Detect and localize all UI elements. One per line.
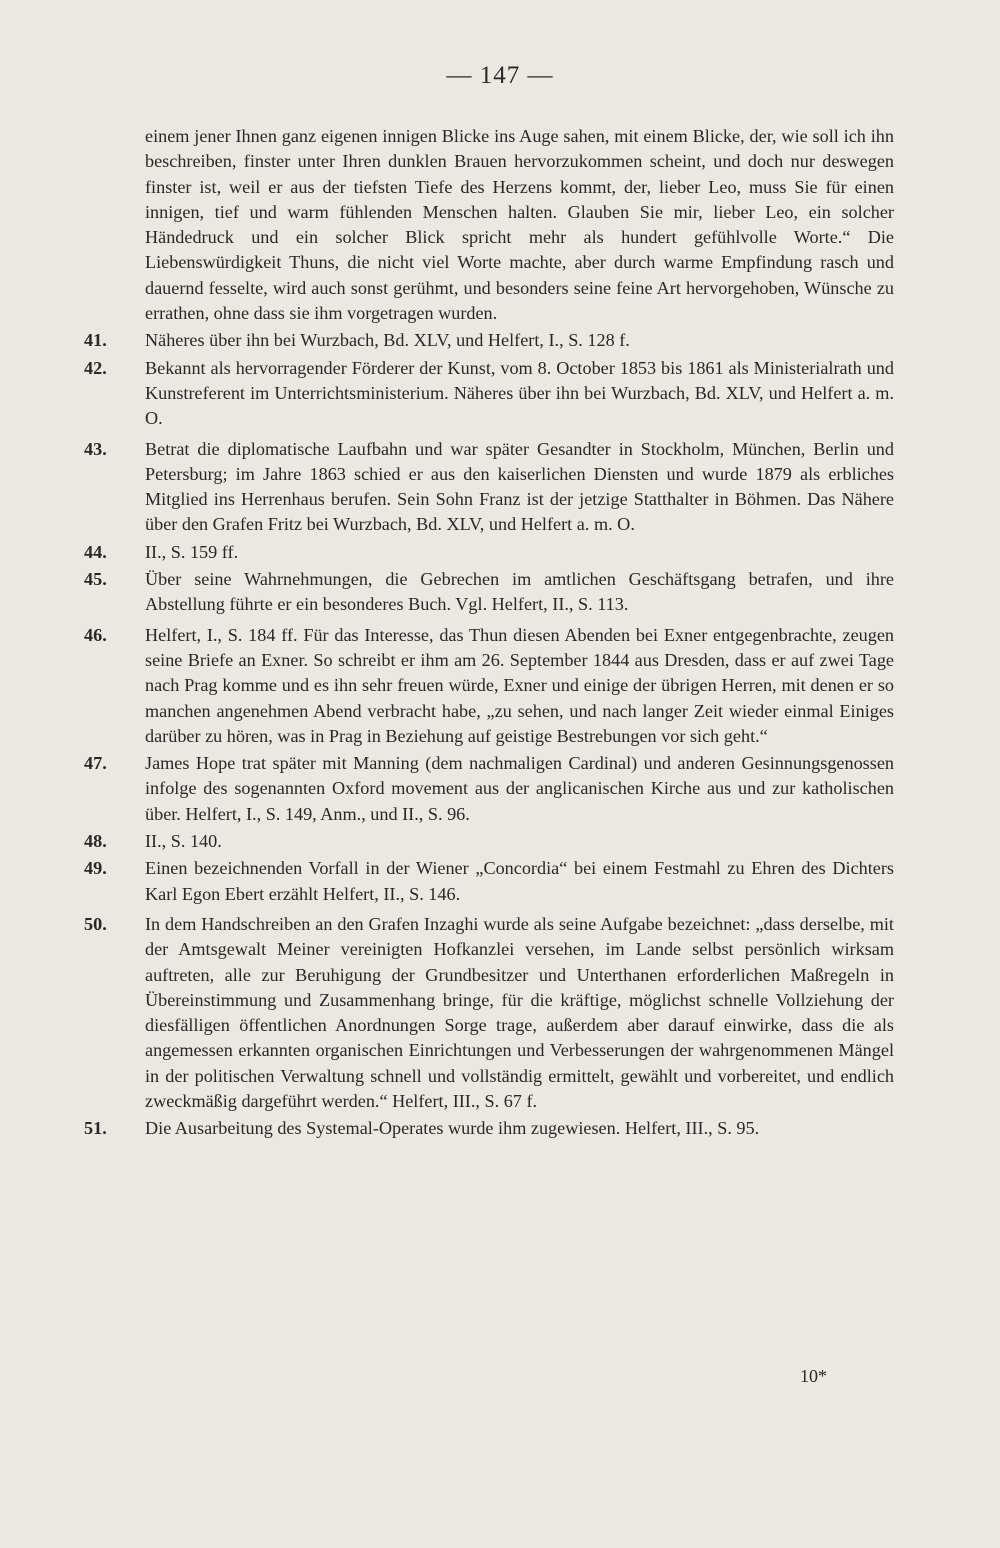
continuation-paragraph: einem jener Ihnen ganz eigenen innigen Blicke ins Auge sahen, mit einem Blicke, der, wie soll ich ihn beschreiben, finster unter Ihren dunklen Brauen hervorzukommen scheint, und doch nur deswegen finster ist, weil er aus der tiefsten Tiefe des Herzens kommt, der, lieber Leo, muss Sie für einen innigen, tief und warm fühlenden Menschen halten. Glauben Sie mir, lieber Leo, ein solcher Händedruck und ein solcher Blick spricht mehr als hundert gefühlvolle Worte.“ Die Liebenswürdigkeit Thuns, die nicht viel Worte machte, aber durch warme Empfindung rasch und dauernd fesselte, wird auch sonst gerühmt, und besonders seine feine Art hervorgehoben, Wünsche zu errathen, ohne dass sie ihm vorgetragen wurden. xyxy=(145,126,894,324)
footnote-number: 46. xyxy=(84,624,107,645)
footnote-item xyxy=(84,912,894,1114)
footnote-number: 43. xyxy=(84,438,107,459)
footnote-item xyxy=(84,540,894,565)
footnote-item xyxy=(84,437,894,538)
footnote-number: 44. xyxy=(84,541,107,562)
footnote-text: James Hope trat später mit Manning (dem nachmaligen Cardinal) und anderen Gesinnungsgenossen infolge des sogenannten Oxford movement aus der anglicanischen Kirche aus und zur katholischen über. Helfert, I., S. 149, Anm., und II., S. 96. xyxy=(145,753,894,824)
footnote-text: Bekannt als hervorragender Förderer der Kunst, vom 8. October 1853 bis 1861 als Ministerialrath und Kunstreferent im Unterrichtsministerium. Näheres über ihn bei Wurzbach, Bd. XLV, und Helfert a. m. O. xyxy=(145,357,894,429)
footnote-item xyxy=(84,356,894,432)
footnote-number: 47. xyxy=(84,753,107,774)
footnote-number: 41. xyxy=(84,330,107,351)
footnote-item xyxy=(84,829,894,854)
footnote-item xyxy=(84,1116,894,1141)
footnote-item xyxy=(84,567,894,618)
footnote-text: Näheres über ihn bei Wurzbach, Bd. XLV, und Helfert, I., S. 128 f. xyxy=(145,330,630,351)
footnote-number: 42. xyxy=(84,357,107,378)
footnote-item xyxy=(84,751,894,827)
footnote-number: 49. xyxy=(84,858,107,879)
footnote-number: 50. xyxy=(84,913,107,934)
page-header: — 147 — xyxy=(446,62,554,89)
footnote-number: 45. xyxy=(84,569,107,590)
footnote-item xyxy=(84,856,894,907)
footnote-text: Über seine Wahrnehmungen, die Gebrechen im amtlichen Geschäftsgang betrafen, und ihre Abstellung führte er ein besonderes Buch. Vgl. Helfert, II., S. 113. xyxy=(145,569,894,615)
footnote-text: II., S. 159 ff. xyxy=(145,541,239,562)
page-body xyxy=(84,124,894,1142)
footnote-number: 51. xyxy=(84,1118,107,1139)
footnote-text: In dem Handschreiben an den Grafen Inzaghi wurde als seine Aufgabe bezeichnet: „dass derselbe, mit der Amtsgewalt Meiner vereinigten Hofkanzlei versehen, im Lande selbst persönlich wirksam auftreten, alle zur Beruhigung der Grundbesitzer und Unterthanen erforderlichen Maßregeln in Übereinstimmung und Zusammenhang bringe, für die kräftige, möglichst schnelle Vollziehung der diesfälligen öffentlichen Anordnungen Sorge trage, außerdem aber darauf einwirke, dass die als angemessen erkannten organischen Einrichtungen und Verbesserungen der wahrgenommenen Mängel in der politischen Verwaltung schnell und vollständig ermittelt, gewählt und vorbereitet, und endlich zweckmäßig dargeführt werden.“ Helfert, III., S. 67 f. xyxy=(145,913,894,1111)
footnote-list xyxy=(84,328,894,1141)
signature-mark: 10* xyxy=(800,1366,827,1386)
footnote-number: 48. xyxy=(84,831,107,852)
footnote-text: II., S. 140. xyxy=(145,831,222,852)
footnote-item xyxy=(84,328,894,353)
footnote-text: Einen bezeichnenden Vorfall in der Wiener „Concordia“ bei einem Festmahl zu Ehren des Dichters Karl Egon Ebert erzählt Helfert, II., S. 146. xyxy=(145,858,894,904)
footnote-text: Die Ausarbeitung des Systemal-Operates wurde ihm zugewiesen. Helfert, III., S. 95. xyxy=(145,1118,760,1139)
footnote-item xyxy=(84,623,894,749)
footnote-text: Betrat die diplomatische Laufbahn und war später Gesandter in Stockholm, München, Berlin und Petersburg; im Jahre 1863 schied er aus den kaiserlichen Diensten und wurde 1879 als erbliches Mitglied ins Herrenhaus berufen. Sein Sohn Franz ist der jetzige Statthalter in Böhmen. Das Nähere über den Grafen Fritz bei Wurzbach, Bd. XLV, und Helfert a. m. O. xyxy=(145,438,894,535)
footnote-text: Helfert, I., S. 184 ff. Für das Interesse, das Thun diesen Abenden bei Exner entgegenbrachte, zeugen seine Briefe an Exner. So schreibt er ihm am 26. September 1844 aus Dresden, dass er auf zwei Tage nach Prag komme und es ihn sehr freuen würde, Exner und einige der übrigen Herren, mit denen er so manchen angenehmen Abend verbracht habe, „zu sehen, und nach langer Zeit wieder einmal Einiges darüber zu hören, was in Prag in Beziehung auf geistige Bestrebungen vor sich geht.“ xyxy=(145,624,894,746)
